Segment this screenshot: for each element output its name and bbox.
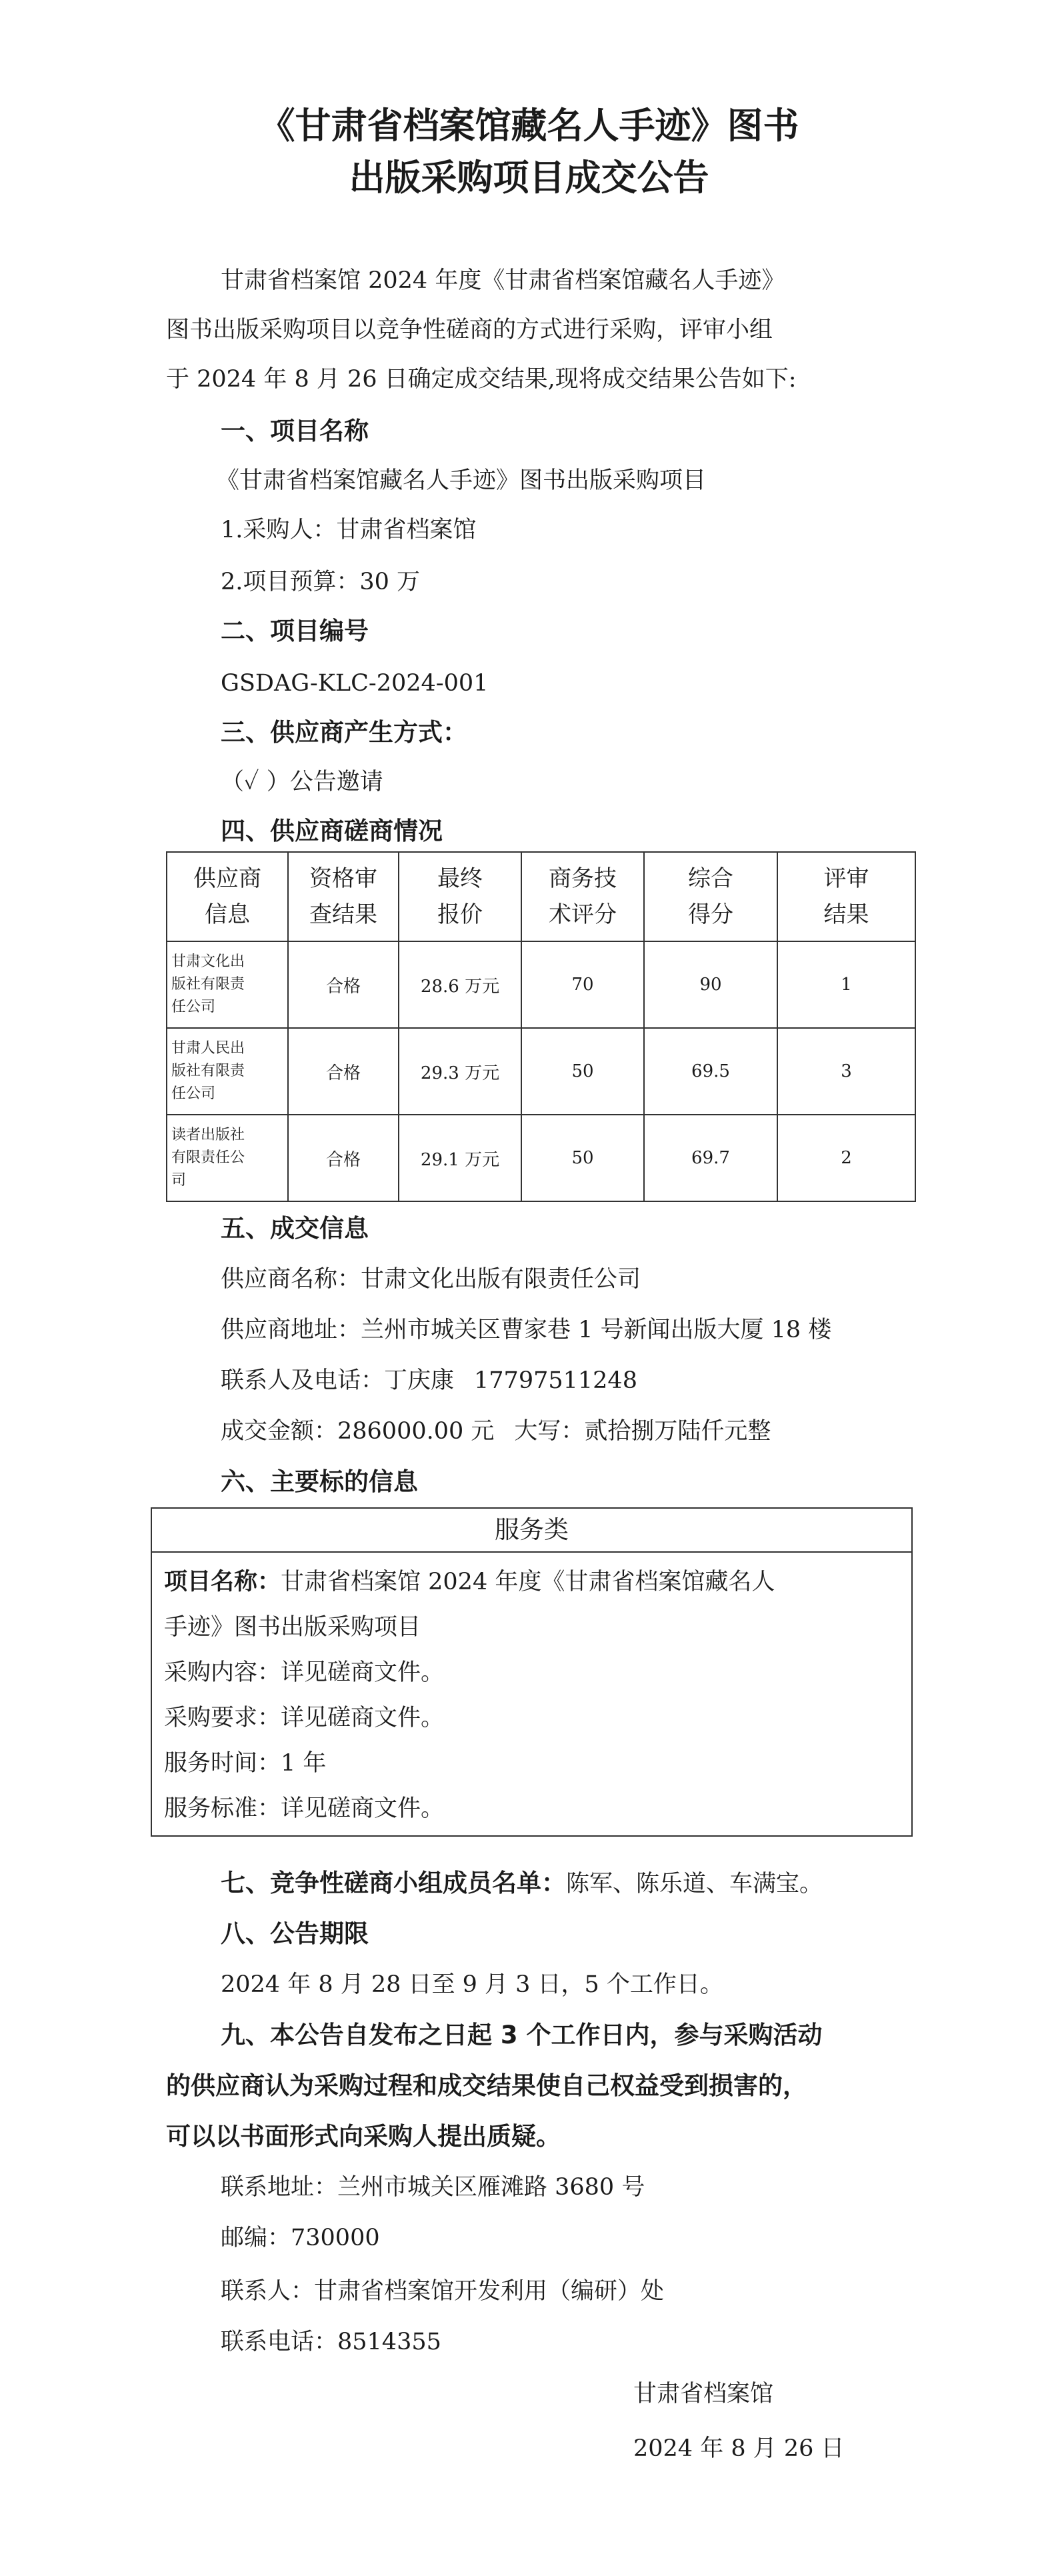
header-score: 商务技 术评分 — [521, 852, 644, 941]
procurement-method: （✓ ）公告邀请 — [221, 769, 383, 795]
table-row — [167, 1028, 915, 1115]
section-9-line-3: 可以以书面形式向采购人提出质疑。 — [166, 2122, 561, 2151]
cell-price: 29.3 万元 — [399, 1028, 521, 1115]
section-2-heading: 二、项目编号 — [221, 617, 369, 645]
box-requirement: 采购要求：详见磋商文件。 — [164, 1705, 445, 1731]
purchaser: 1.采购人：甘肃省档案馆 — [221, 517, 477, 543]
project-code: GSDAG-KLC-2024-001 — [221, 670, 489, 697]
cell-rank: 1 — [777, 941, 915, 1028]
deal-amount: 成交金额：286000.00 元 大写：贰拾捌万陆仟元整 — [221, 1418, 771, 1445]
budget: 2.项目预算：30 万 — [221, 569, 421, 595]
cell-price: 28.6 万元 — [399, 941, 521, 1028]
section-3-heading: 三、供应商产生方式： — [221, 718, 467, 747]
section-6-heading: 六、主要标的信息 — [221, 1467, 418, 1496]
title-line-2: 出版采购项目成交公告 — [349, 157, 709, 199]
header-total: 综合 得分 — [644, 852, 777, 941]
contact-address: 联系地址：兰州市城关区雁滩路 3680 号 — [221, 2174, 645, 2201]
cell-rank: 2 — [777, 1115, 915, 1201]
contact-phone: 17797511248 — [474, 1367, 637, 1394]
cell-score: 50 — [521, 1028, 644, 1115]
cell-qualification: 合格 — [288, 1115, 399, 1201]
table-row — [167, 1115, 915, 1201]
supplier-address: 供应商地址：兰州市城关区曹家巷 1 号新闻出版大厦 18 楼 — [221, 1317, 832, 1343]
postcode: 邮编：730000 — [221, 2225, 380, 2251]
box-title: 服务类 — [152, 1509, 911, 1553]
contact-phone-number: 联系电话：8514355 — [221, 2329, 441, 2355]
main-subject-box — [151, 1507, 913, 1837]
intro-line-1: 甘肃省档案馆 2024 年度《甘肃省档案馆藏名人手迹》 — [221, 267, 785, 294]
section-4-heading: 四、供应商磋商情况 — [221, 817, 443, 845]
cell-supplier: 甘肃人民出 版社有限责 任公司 — [167, 1028, 288, 1115]
cell-score: 50 — [521, 1115, 644, 1201]
box-project-line-1: 项目名称：甘肃省档案馆 2024 年度《甘肃省档案馆藏名人 — [164, 1569, 775, 1595]
cell-supplier: 甘肃文化出 版社有限责 任公司 — [167, 941, 288, 1028]
cell-total: 69.5 — [644, 1028, 777, 1115]
member-list: 陈军、陈乐道、车满宝。 — [566, 1871, 823, 1897]
project-name: 《甘肃省档案馆藏名人手迹》图书出版采购项目 — [216, 467, 707, 494]
cell-qualification: 合格 — [288, 1028, 399, 1115]
box-project-line-2: 手迹》图书出版采购项目 — [164, 1614, 421, 1641]
intro-line-3: 于 2024 年 8 月 26 日确定成交结果,现将成交结果公告如下: — [166, 366, 797, 393]
section-9-line-1: 九、本公告自发布之日起 3 个工作日内，参与采购活动 — [221, 2021, 823, 2049]
section-7-heading: 七、竞争性磋商小组成员名单： — [221, 1869, 566, 1897]
table-header-row — [167, 852, 915, 941]
table-row — [167, 941, 915, 1028]
intro-line-2: 图书出版采购项目以竞争性磋商的方式进行采购，评审小组 — [166, 317, 773, 343]
cell-qualification: 合格 — [288, 941, 399, 1028]
deal-amount-words: 大写：贰拾捌万陆仟元整 — [514, 1418, 771, 1445]
section-9-line-2: 的供应商认为采购过程和成交结果使自己权益受到损害的， — [166, 2071, 807, 2100]
signature-date: 2024 年 8 月 26 日 — [633, 2435, 845, 2462]
cell-supplier: 读者出版社 有限责任公 司 — [167, 1115, 288, 1201]
announcement-period: 2024 年 8 月 28 日至 9 月 3 日，5 个工作日。 — [221, 1971, 723, 1998]
cell-total: 90 — [644, 941, 777, 1028]
box-service-time: 服务时间：1 年 — [164, 1750, 327, 1777]
panel-members — [221, 1867, 823, 1901]
header-result: 评审 结果 — [777, 852, 915, 941]
contact-department: 联系人：甘肃省档案馆开发利用（编研）处 — [221, 2278, 665, 2305]
header-price: 最终 报价 — [399, 852, 521, 941]
header-supplier: 供应商 信息 — [167, 852, 288, 941]
signature-org: 甘肃省档案馆 — [633, 2381, 774, 2407]
cell-rank: 3 — [777, 1028, 915, 1115]
supplier-negotiation-table — [166, 851, 916, 1202]
box-content: 采购内容：详见磋商文件。 — [164, 1659, 445, 1686]
header-qualification: 资格审 查结果 — [288, 852, 399, 941]
section-8-heading: 八、公告期限 — [221, 1919, 369, 1948]
box-service-standard: 服务标准：详见磋商文件。 — [164, 1795, 445, 1822]
section-5-heading: 五、成交信息 — [221, 1214, 369, 1243]
section-1-heading: 一、项目名称 — [221, 417, 369, 445]
cell-price: 29.1 万元 — [399, 1115, 521, 1201]
contact-person: 联系人及电话：丁庆康 17797511248 — [221, 1367, 637, 1394]
cell-score: 70 — [521, 941, 644, 1028]
cell-total: 69.7 — [644, 1115, 777, 1201]
title-line-1: 《甘肃省档案馆藏名人手迹》图书 — [259, 105, 799, 147]
supplier-name: 供应商名称：甘肃文化出版有限责任公司 — [221, 1266, 641, 1293]
